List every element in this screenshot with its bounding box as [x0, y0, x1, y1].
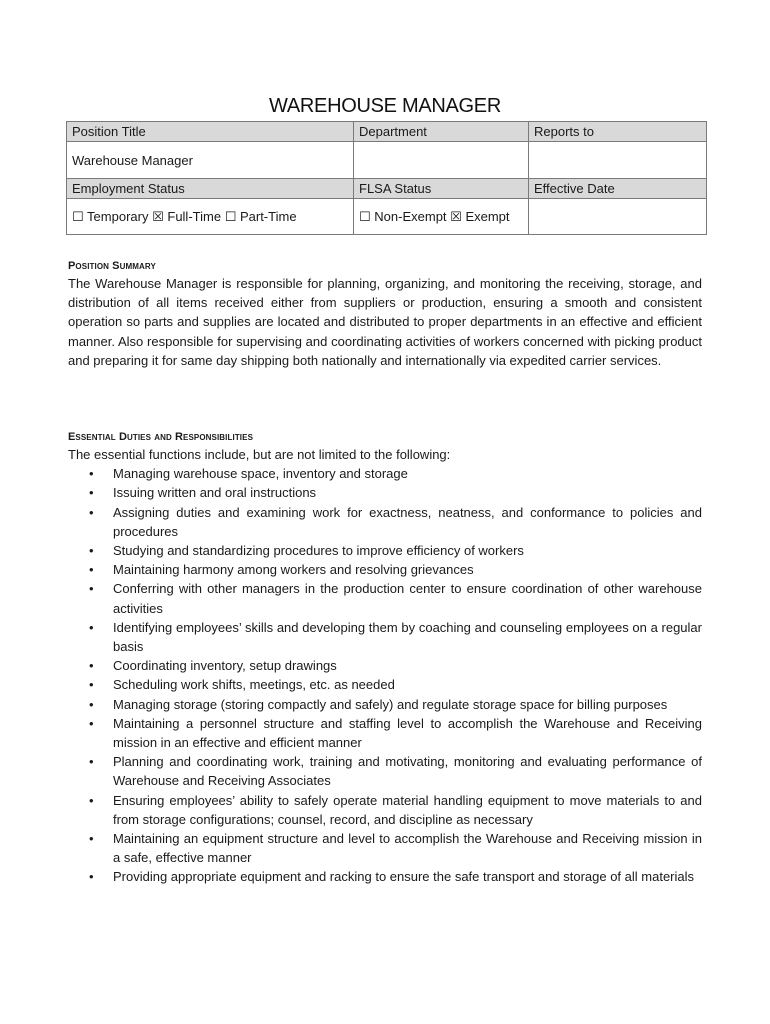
duty-text: Maintaining harmony among workers and resolving grievances	[113, 562, 474, 578]
position-summary-heading: Position Summary	[68, 260, 156, 272]
duty-text: Studying and standardizing procedures to improve efficiency of workers	[113, 543, 524, 559]
info-value-row-2	[67, 199, 707, 235]
non-exempt-checkbox[interactable]: ☐	[359, 209, 371, 225]
duty-text: Conferring with other managers in the production center to ensure coordination of other warehouse activities	[113, 581, 702, 616]
job-info-table	[66, 121, 707, 235]
list-item	[68, 829, 702, 867]
list-item	[68, 503, 702, 541]
bullet-icon: •	[89, 581, 94, 597]
list-item	[68, 464, 702, 483]
duty-text: Assigning duties and examining work for exactness, neatness, and conformance to policies and procedures	[113, 504, 702, 539]
duty-text: Maintaining a personnel structure and staffing level to accomplish the Warehouse and Receiving mission in an effective and efficient manner	[113, 715, 702, 751]
employment-status-value	[67, 199, 354, 235]
list-item	[68, 791, 702, 829]
list-item	[68, 867, 702, 886]
bullet-icon: •	[89, 562, 94, 578]
duty-text: Identifying employees’ skills and developing them by coaching and counseling employees on a regular basis	[113, 619, 702, 655]
position-title-header: Position Title	[67, 122, 354, 142]
flsa-status-value	[354, 199, 529, 235]
list-item	[68, 656, 702, 675]
list-item	[68, 695, 702, 714]
reports-to-header: Reports to	[529, 122, 707, 142]
bullet-icon: •	[89, 792, 94, 808]
bullet-icon: •	[89, 466, 94, 482]
info-header-row-1	[67, 122, 707, 142]
exempt-checkbox[interactable]: ☒	[450, 209, 462, 225]
temporary-checkbox[interactable]: ☐	[72, 209, 84, 225]
bullet-icon: •	[89, 504, 94, 520]
department-value[interactable]	[354, 142, 529, 179]
non-exempt-label: Non-Exempt	[374, 208, 447, 224]
bullet-icon: •	[89, 485, 94, 501]
duty-text: Coordinating inventory, setup drawings	[113, 658, 337, 674]
list-item	[68, 714, 702, 752]
position-title-value[interactable]: Warehouse Manager	[67, 142, 354, 179]
position-summary-section	[68, 258, 702, 370]
bullet-icon: •	[89, 715, 94, 731]
position-summary-text: The Warehouse Manager is responsible for planning, organizing, and monitoring the receiving, storage, and distribution of all items received either from suppliers or production, ensuring a smooth and consistent operation so parts and supplies are located and distributed to proper departments in an effective and efficient manner. Also responsible for supervising and coordinating activities of workers concerned with picking product and preparing it for same day shipping both nationally and internationally via expedited carrier services.	[68, 276, 702, 368]
bullet-icon: •	[89, 543, 94, 559]
info-header-row-2	[67, 179, 707, 199]
list-item	[68, 675, 702, 694]
bullet-icon: •	[89, 754, 94, 770]
duties-heading: Essential Duties and Responsibilities	[68, 431, 253, 443]
effective-date-header: Effective Date	[529, 179, 707, 199]
list-item	[68, 560, 702, 579]
employment-status-header: Employment Status	[67, 179, 354, 199]
bullet-icon: •	[89, 619, 94, 635]
department-header: Department	[354, 122, 529, 142]
bullet-icon: •	[89, 696, 94, 712]
bullet-icon: •	[89, 831, 94, 847]
duties-list	[68, 464, 702, 886]
effective-date-value[interactable]	[529, 199, 707, 235]
list-item	[68, 618, 702, 656]
duties-intro: The essential functions include, but are not limited to the following:	[68, 447, 451, 462]
bullet-icon: •	[89, 869, 94, 885]
duty-text: Issuing written and oral instructions	[113, 485, 317, 501]
document-title: WAREHOUSE MANAGER	[269, 95, 501, 117]
temporary-label: Temporary	[87, 208, 149, 224]
duty-text: Managing storage (storing compactly and safely) and regulate storage space for billing purposes	[113, 696, 668, 712]
list-item	[68, 541, 702, 560]
part-time-checkbox[interactable]: ☐	[224, 209, 237, 225]
bullet-icon: •	[89, 677, 94, 693]
part-time-label: Part-Time	[239, 208, 297, 224]
list-item	[68, 752, 702, 790]
list-item	[68, 483, 702, 502]
flsa-status-header: FLSA Status	[354, 179, 529, 199]
bullet-icon: •	[89, 658, 94, 674]
duty-text: Ensuring employees’ ability to safely operate material handling equipment to move materials to and from storage configurations; counsel, record, and discipline as necessary	[113, 792, 702, 827]
duty-text: Providing appropriate equipment and racking to ensure the safe transport and storage of all materials	[113, 869, 695, 885]
reports-to-value[interactable]	[529, 142, 707, 179]
full-time-label: Full-Time	[167, 208, 222, 224]
duty-text: Maintaining an equipment structure and level to accomplish the Warehouse and Receiving mission in a safe, effective manner	[113, 831, 702, 866]
list-item	[68, 579, 702, 617]
info-value-row-1	[67, 142, 707, 179]
duty-text: Scheduling work shifts, meetings, etc. as needed	[113, 677, 395, 693]
duties-section	[68, 429, 702, 887]
exempt-label: Exempt	[465, 208, 510, 224]
full-time-checkbox[interactable]: ☒	[152, 209, 164, 225]
duty-text: Planning and coordinating work, training and motivating, monitoring and evaluating performance of Warehouse and Receiving Associates	[113, 754, 702, 789]
duty-text: Managing warehouse space, inventory and storage	[113, 466, 408, 482]
